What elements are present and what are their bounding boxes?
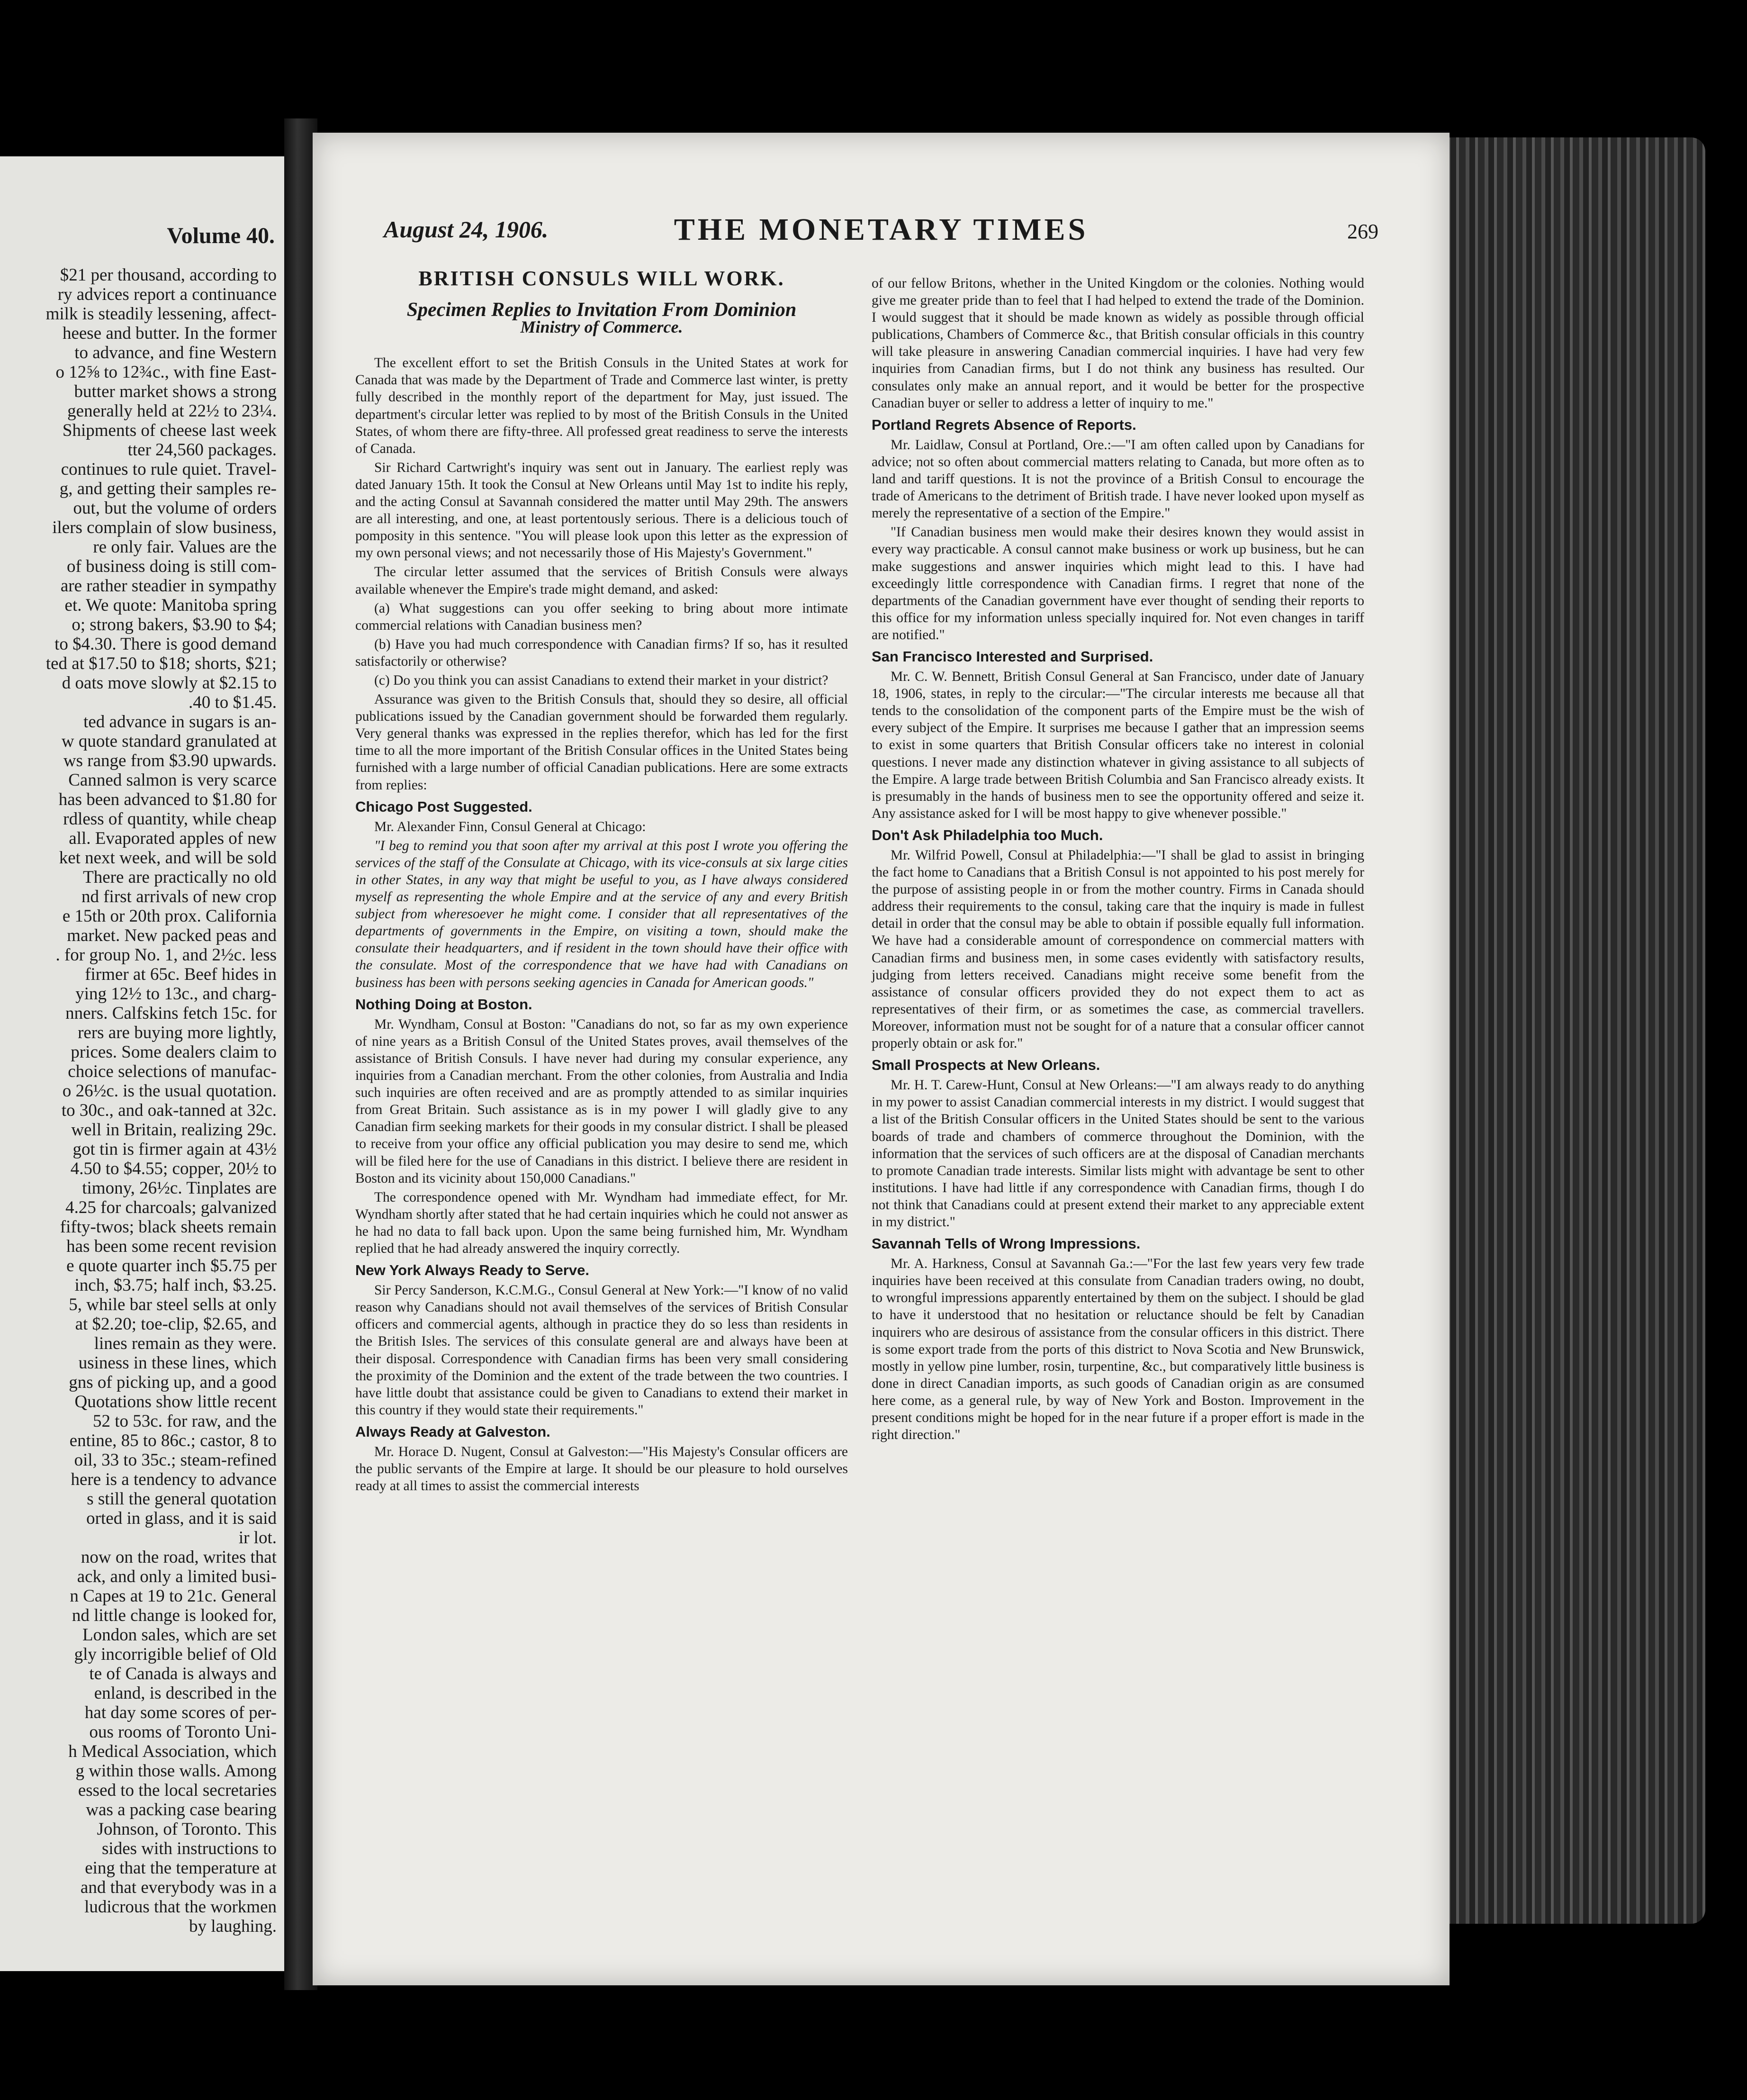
section-heading: Portland Regrets Absence of Reports. <box>872 416 1136 433</box>
page-header <box>384 212 1378 249</box>
article-paragraph: The excellent effort to set the British Consuls in the United States at work for Canada that was made by the Department of Trade and Commerce last winter, is pretty fully described in the monthly report of the department for May, just issued. The department's circular letter was replied to by most of the British Consuls in the United States, of whom there are fifty-three. All professed great readiness to serve the interests of Canada. <box>355 355 848 456</box>
left-page-line: e 15th or 20th prox. California <box>62 906 277 926</box>
left-page-line: Shipments of cheese last week <box>62 421 277 440</box>
left-page-line: continues to rule quiet. Travel- <box>61 460 277 479</box>
article-paragraph: Mr. C. W. Bennett, British Consul General at San Francisco, under date of January 18, 1906, states, in reply to the circular:—"The circular interests me because all that tends to the consolidation of the component parts of the Empire must be the wish of every subject of the Empire. It surprises me because I gather that an impression seems to exist in some quarters that British Consular officers take no interest in colonial questions. I never made any distinction whatever in giving assistance to all subjects of the Empire. A large trade between British Columbia and San Francisco already exists. It is presumably in the hands of business men to see the opportunity offered and seize it. Any assistance asked for I will be most happy to give whenever possible." <box>872 669 1364 821</box>
left-page-line: hat day some scores of per- <box>84 1703 277 1722</box>
left-page-line: heese and butter. In the former <box>62 324 277 343</box>
left-page-line: rers are buying more lightly, <box>78 1023 277 1042</box>
left-page-line: 52 to 53c. for raw, and the <box>92 1412 277 1431</box>
left-page-line: $21 per thousand, according to <box>60 265 277 285</box>
left-page-line: was a packing case bearing <box>86 1800 277 1819</box>
left-page-line: ir lot. <box>238 1528 277 1548</box>
left-page-line: all. Evaporated apples of new <box>69 829 277 848</box>
left-page-line: here is a tendency to advance <box>71 1470 277 1489</box>
left-page-line: to $4.30. There is good demand <box>54 634 277 654</box>
article-paragraph: of our fellow Britons, whether in the United Kingdom or the colonies. Nothing would give me greater pride than to feel that I had helped to extend the trade of the Dominion. I would suggest that it should be made known as widely as possible through official publications, Chambers of Commerce &c., that British consular officials in this country will take pleasure in answering Canadian commercial inquiries. I have had very few inquiries from Canadian firms, but I do not think any business has resulted. Our consulates only make an annual report, and it would be better for the prospective Canadian buyer or seller to address a letter of inquiry to me." <box>872 276 1364 411</box>
left-page-line: ry advices report a continuance <box>57 285 277 304</box>
left-page-line: London sales, which are set <box>82 1625 277 1645</box>
article-paragraph: Mr. Laidlaw, Consul at Portland, Ore.:—"I am often called upon by Canadians for advice; not so often about commercial matters relating to Canada, but more often as to land and tariff questions. It is not the province of a British Consul to encourage the trade of Americans to the detriment of British trade. I have never looked upon myself as merely the representative of a section of the Empire." <box>872 437 1364 521</box>
left-page-line: essed to the local secretaries <box>78 1781 277 1800</box>
column-left <box>355 267 848 1496</box>
left-page-line: choice selections of manufac- <box>68 1062 277 1081</box>
section-heading: Always Ready at Galveston. <box>355 1423 550 1440</box>
article-paragraph: Sir Percy Sanderson, K.C.M.G., Consul General at New York:—"I know of no valid reason why Canadians should not avail themselves of the services of British Consular officers and commercial agents, although in practice they do so less than residents in the British Isles. The services of this consulate general are and always have been at their disposal. Correspondence with Canadian firms has been very small considering the proximity of the Dominion and the extent of the trade between the two countries. I have little doubt that assistance could be given to Canadians to extend their market in this country if they would state their requirements." <box>355 1283 848 1418</box>
left-page-line: o 26½c. is the usual quotation. <box>62 1081 277 1101</box>
left-page-line: ted advance in sugars is an- <box>83 712 277 732</box>
left-page-line: ous rooms of Toronto Uni- <box>89 1722 277 1742</box>
article-paragraph: (b) Have you had much correspondence with Canadian firms? If so, has it resulted satisfactorily or otherwise? <box>355 636 848 669</box>
section-heading: Nothing Doing at Boston. <box>355 996 532 1013</box>
article-paragraph: "If Canadian business men would make their desires known they would assist in every way practicable. A consul cannot make business or work up business, but he can make suggestions and answer inquiries which might lead to this. I have had exceedingly little correspondence with Canadian firms. I regret that none of the departments of the Canadian government have ever thought of sending their reports to this office for my information unless specially inquired for. Not even changes in tariff are notified." <box>872 525 1364 643</box>
left-page-line: of business doing is still com- <box>67 557 277 576</box>
left-page-line: . for group No. 1, and 2½c. less <box>55 945 277 965</box>
article-paragraph: Mr. Wyndham, Consul at Boston: "Canadians do not, so far as my own experience of nine years as a British Consul of the United States proves, avail themselves of the assistance of British Consuls. I have never had during my consular experience, any inquiries from a Canadian merchant. From the other colonies, from Australia and India such inquiries are often received and are as promptly attended to as similar inquiries from Great Britain. Such assistance as is in my power I will gladly give to any Canadian firm seeking markets for their goods in my consular district. I shall be pleased to receive from your office any official publication you may desire to send me, which will be filed here for the use of Canadians in this district. I believe there are resident in Boston and its vicinity about 150,000 Canadians." <box>355 1016 848 1186</box>
left-page-line: nners. Calfskins fetch 15c. for <box>65 1004 277 1023</box>
left-page-line: 5, while bar steel sells at only <box>69 1295 277 1314</box>
left-page-line: gns of picking up, and a good <box>69 1373 277 1392</box>
article-paragraph: Mr. Horace D. Nugent, Consul at Galveston:—"His Majesty's Consular officers are the public servants of the Empire at large. It should be our pleasure to hold ourselves ready at all times to assist the commercial interests <box>355 1444 848 1494</box>
left-page-line: There are practically no old <box>83 868 277 887</box>
left-page-line: got tin is firmer again at 43½ <box>72 1140 277 1159</box>
left-page-line: at $2.20; toe-clip, $2.65, and <box>75 1314 277 1334</box>
left-page-line: rdless of quantity, while cheap <box>63 809 277 829</box>
left-page-line: nd first arrivals of new crop <box>81 887 277 906</box>
right-page <box>313 133 1450 1985</box>
left-page-line: generally held at 22½ to 23¼. <box>67 401 277 421</box>
left-page-line: ying 12½ to 13c., and charg- <box>75 984 277 1004</box>
left-page-line: has been some recent revision <box>66 1237 277 1256</box>
article-paragraph: Mr. A. Harkness, Consul at Savannah Ga.:—"For the last few years very few trade inquiries have been received at this consulate from Canadian traders owing, no doubt, to wrongful impressions apparently entertained by them on the subject. I should be glad to have it understood that no hesitation or reluctance should be felt by Canadian inquirers who are desirous of assistance from the consular officers in this district. There is some export trade from the ports of this district to Nova Scotia and New Brunswick, mostly in yellow pine lumber, rosin, turpentine, &c., but comparatively little business is done in direct Canadian imports, as such goods of Canadian origin as are consumed here come, as a general rule, by way of New York and Boston. Improvement in the present conditions might be hoped for in the near future if a proper effort is made in the right direction." <box>872 1256 1364 1443</box>
left-page-line: out, but the volume of orders <box>73 498 277 518</box>
left-page-line: tter 24,560 packages. <box>127 440 277 460</box>
volume-label: Volume 40. <box>167 223 275 248</box>
left-page-line: and that everybody was in a <box>80 1878 277 1897</box>
article-title: BRITISH CONSULS WILL WORK. <box>418 267 785 290</box>
left-page-line: market. New packed peas and <box>67 926 277 945</box>
article-paragraph: Mr. Wilfrid Powell, Consul at Philadelphia:—"I shall be glad to assist in bringing the fact home to Canadians that a British Consul is not appointed to his post merely for the purpose of assisting people in or from the mother country. Firms in Canada should address their requirements to the consul, taking care that the inquiry is made in fullest detail in order that the consul may be able to obtain if possible equally full information. We have had a considerable amount of correspondence on commercial matters with Canadian firms and business men, in some cases evidently with satisfactory results, judging from letters received. Canadians might receive some benefit from the assistance of consular officers provided they do not expect them to act as representatives of their firm, or as sometimes the case, as commercial travellers. Moreover, information must not be sought for of a nature that a consular officer cannot properly obtain or ask for." <box>872 848 1364 1051</box>
page-number: 269 <box>1347 220 1378 243</box>
article-paragraph: The circular letter assumed that the services of British Consuls were always available whenever the Empire's trade might demand, and asked: <box>355 564 848 597</box>
left-page-line: fifty-twos; black sheets remain <box>60 1217 277 1237</box>
left-page-line: h Medical Association, which <box>68 1742 277 1761</box>
article-paragraph: Assurance was given to the British Consuls that, should they so desire, all official publications issued by the Canadian government should be forwarded them regularly. Very general thanks was expressed in the replies therefor, which has led for the first time to all the more important of the British Consular offices in the United States being furnished with a large number of official Canadian publications. Here are some extracts from replies: <box>355 692 848 793</box>
left-page-line: now on the road, writes that <box>81 1548 277 1567</box>
left-page-line: orted in glass, and it is said <box>86 1509 277 1528</box>
masthead: THE MONETARY TIMES <box>674 212 1089 247</box>
section-heading: Don't Ask Philadelphia too Much. <box>872 826 1103 843</box>
left-page-line: ludicrous that the workmen <box>84 1897 277 1917</box>
left-page-line: has been advanced to $1.80 for <box>58 790 277 809</box>
left-page-line: ket next week, and will be sold <box>59 848 277 868</box>
left-page-line: entine, 85 to 86c.; castor, 8 to <box>69 1431 277 1450</box>
left-page-line: timony, 26½c. Tinplates are <box>82 1178 277 1198</box>
left-page <box>0 156 289 1971</box>
section-heading: Chicago Post Suggested. <box>355 798 532 815</box>
article-paragraph: Sir Richard Cartwright's inquiry was sent out in January. The earliest reply was dated January 15th. It took the Consul at New Orleans until May 1st to indite his reply, and the acting Consul at Savannah considered the matter until May 29th. The answers are all interesting, and one, at least portentously serious. There is a delicious touch of pomposity in this sentence. "You will please look upon this letter as the expression of my own personal views; and not necessarily those of His Majesty's Government." <box>355 460 848 561</box>
left-page-line: ted at $17.50 to $18; shorts, $21; <box>45 654 277 673</box>
left-page-line: .40 to $1.45. <box>188 693 277 712</box>
left-page-line: eing that the temperature at <box>85 1858 277 1878</box>
left-page-line: oil, 33 to 35c.; steam-refined <box>74 1450 277 1470</box>
left-page-line: g within those walls. Among <box>75 1761 277 1781</box>
left-page-line: re only fair. Values are the <box>93 537 277 557</box>
left-page-line: te of Canada is always and <box>89 1664 277 1684</box>
left-page-line: d oats move slowly at $2.15 to <box>62 673 277 693</box>
article-paragraph: (a) What suggestions can you offer seeking to bring about more intimate commercial relations with Canadian business men? <box>355 600 848 633</box>
left-page-line: sides with instructions to <box>102 1839 277 1858</box>
left-page-line: n Capes at 19 to 21c. General <box>70 1586 277 1606</box>
left-page-line: milk is steadily lessening, affect- <box>45 304 277 324</box>
left-page-line: nd little change is looked for, <box>72 1606 277 1625</box>
left-page-line: w quote standard granulated at <box>61 732 277 751</box>
left-page-line: by laughing. <box>189 1917 277 1936</box>
left-page-line: to advance, and fine Western <box>74 343 277 362</box>
left-page-line: prices. Some dealers claim to <box>71 1042 277 1062</box>
left-page-line: well in Britain, realizing 29c. <box>71 1120 277 1140</box>
page-edges <box>1440 137 1705 1924</box>
left-page-line: to 30c., and oak-tanned at 32c. <box>61 1101 277 1120</box>
left-page-line: lines remain as they were. <box>94 1334 277 1353</box>
left-page-line: usiness in these lines, which <box>78 1353 277 1373</box>
section-heading: New York Always Ready to Serve. <box>355 1262 589 1279</box>
issue-date: August 24, 1906. <box>384 216 549 243</box>
section-heading: San Francisco Interested and Surprised. <box>872 648 1153 665</box>
left-page-line: firmer at 65c. Beef hides in <box>85 965 277 984</box>
article-paragraph: Mr. H. T. Carew-Hunt, Consul at New Orleans:—"I am always ready to do anything in my power to assist Canadian commercial interests in my district. I would suggest that a list of the British Consular officers in the United States should be sent to the various boards of trade and chambers of commerce throughout the Dominion, with the information that the services of such officers are at the disposal of Canadian merchants to promote Canadian trade interests. Similar lists might with advantage be sent to other institutions. I have had little if any correspondence with Canadian firms, though I do not think that Canadians could at present extend their market to any appreciable extent in my district." <box>872 1077 1364 1230</box>
left-page-line: Johnson, of Toronto. This <box>97 1819 277 1839</box>
left-page-line: et. We quote: Manitoba spring <box>64 596 277 615</box>
left-page-line: ws range from $3.90 upwards. <box>63 751 277 770</box>
left-page-line: enland, is described in the <box>94 1684 277 1703</box>
article-paragraph: "I beg to remind you that soon after my arrival at this post I wrote you offering the services of the staff of the Consulate at Chicago, with its vice-consuls at six large cities in other States, in any way that might be useful to you, as I have always considered myself as representing the whole Empire and at the service of any and every British subject from wheresoever he might come. I consider that all representatives of the departments of governments in the Empire, on visiting a town, should make the consulate their headquarters, and if resident in the town should have their office with the consulate. Most of the correspondence that we have had with Canadians on business has been with persons seeking agencies in Canada for American goods." <box>355 838 848 990</box>
article-subtitle-2: Ministry of Commerce. <box>520 317 683 337</box>
article-paragraph: Mr. Alexander Finn, Consul General at Chicago: <box>374 819 646 834</box>
left-page-line: g, and getting their samples re- <box>59 479 277 498</box>
left-page-line: Quotations show little recent <box>74 1392 277 1412</box>
left-page-line: ack, and only a limited busi- <box>77 1567 277 1586</box>
left-page-line: ilers complain of slow business, <box>52 518 277 537</box>
left-page-line: e quote quarter inch $5.75 per <box>66 1256 277 1276</box>
left-page-line: s still the general quotation <box>87 1489 277 1509</box>
article-subtitle: Specimen Replies to Invitation From Dominion <box>406 299 797 321</box>
left-page-line: butter market shows a strong <box>74 382 277 401</box>
left-page-line: o; strong bakers, $3.90 to $4; <box>72 615 277 634</box>
article-paragraph: (c) Do you think you can assist Canadians to extend their market in your district? <box>374 672 828 688</box>
left-page-line: gly incorrigible belief of Old <box>74 1645 277 1664</box>
left-page-line: inch, $3.75; half inch, $3.25. <box>74 1276 277 1295</box>
left-page-text <box>0 265 277 1936</box>
column-right <box>872 275 1364 1445</box>
article-paragraph: The correspondence opened with Mr. Wyndham had immediate effect, for Mr. Wyndham shortly after stated that he had certain inquiries which he could not answer as he had no data to fall back upon. Upon the same being furnished him, Mr. Wyndham replied that he had already answered the inquiry correctly. <box>355 1189 848 1256</box>
section-heading: Small Prospects at New Orleans. <box>872 1057 1100 1074</box>
left-page-line: 4.50 to $4.55; copper, 20½ to <box>70 1159 277 1178</box>
left-page-line: 4.25 for charcoals; galvanized <box>65 1198 277 1217</box>
section-heading: Savannah Tells of Wrong Impressions. <box>872 1235 1141 1252</box>
left-page-line: are rather steadier in sympathy <box>60 576 277 596</box>
left-page-line: o 12⅝ to 12¾c., with fine East- <box>55 362 277 382</box>
left-page-line: Canned salmon is very scarce <box>68 770 277 790</box>
